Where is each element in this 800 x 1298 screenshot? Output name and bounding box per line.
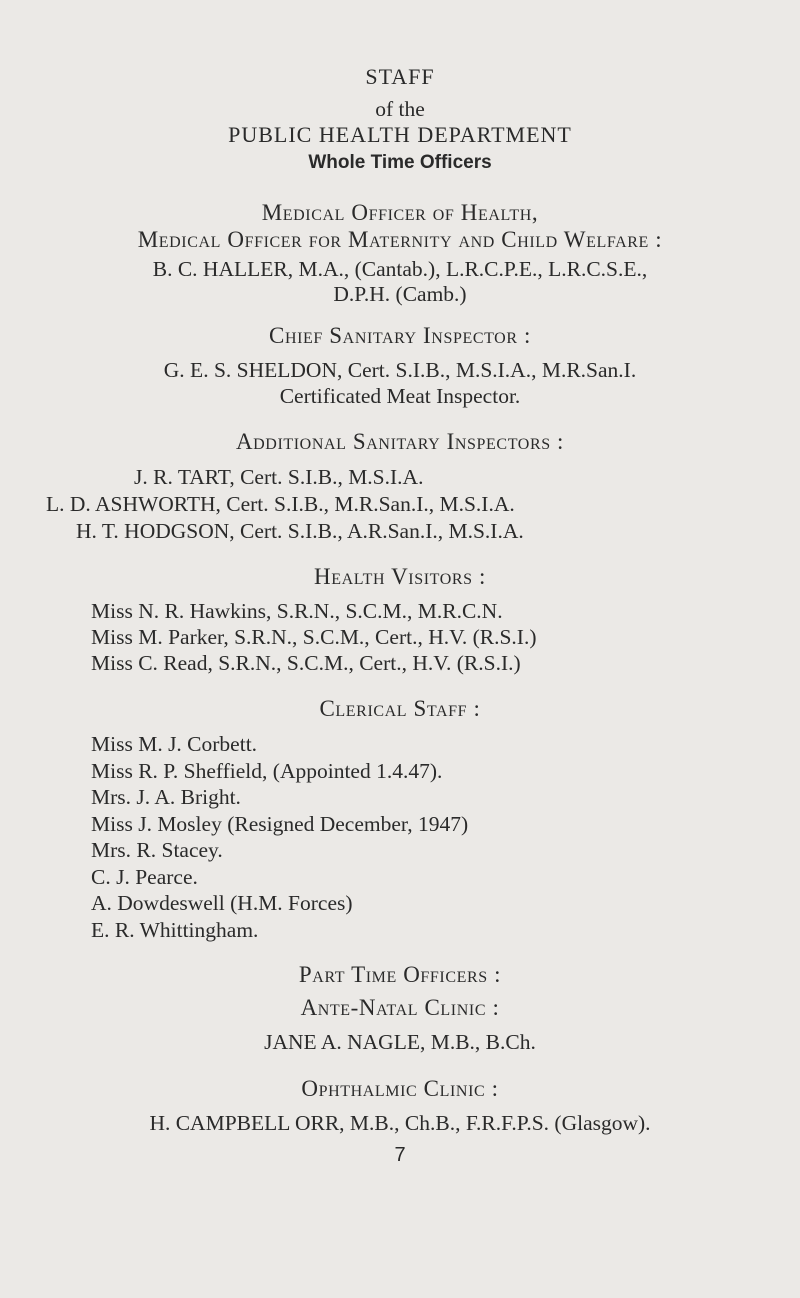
list-item: Miss J. Mosley (Resigned December, 1947) [91,812,469,836]
list-item: Mrs. R. Stacey. [91,838,223,862]
of-the-text: of the [375,97,425,121]
list-item: C. J. Pearce. [91,865,198,889]
antenatal-name: JANE A. NAGLE, M.B., B.Ch. [264,1030,536,1054]
chief-si-name: G. E. S. SHELDON, Cert. S.I.B., M.S.I.A., M.R.San.I. [163,358,637,382]
list-item: Miss N. R. Hawkins, S.R.N., S.C.M., M.R.C.N. [91,599,503,623]
chief-si-role: Chief Sanitary Inspector : [269,323,531,348]
list-item: E. R. Whittingham. [91,918,259,942]
list-item: L. D. ASHWORTH, Cert. S.I.B., M.R.San.I., M.S.I.A. [46,492,515,516]
moh-role-2: Medical Officer for Maternity and Child Welfare : [137,227,663,252]
department-title: PUBLIC HEALTH DEPARTMENT [228,122,572,147]
list-item: Miss M. J. Corbett. [91,732,258,756]
list-item: Miss C. Read, S.R.N., S.C.M., Cert., H.V. (R.S.I.) [91,651,521,675]
section-subtitle: Whole Time Officers [308,152,492,173]
additional-si-role: Additional Sanitary Inspectors : [235,429,565,454]
antenatal-role: Ante-Natal Clinic : [300,995,500,1020]
moh-role-1: Medical Officer of Health, [261,200,539,225]
health-visitors-role: Health Visitors : [313,564,487,589]
list-item: A. Dowdeswell (H.M. Forces) [91,891,353,915]
list-item: Mrs. J. A. Bright. [91,785,241,809]
moh-name-2: D.P.H. (Camb.) [333,282,467,306]
list-item: J. R. TART, Cert. S.I.B., M.S.I.A. [134,465,424,489]
list-item: Miss R. P. Sheffield, (Appointed 1.4.47). [91,759,443,783]
ophthalmic-name: H. CAMPBELL ORR, M.B., Ch.B., F.R.F.P.S. (Glasgow). [149,1111,651,1135]
list-item: H. T. HODGSON, Cert. S.I.B., A.R.San.I., M.S.I.A. [76,519,524,543]
part-time-heading: Part Time Officers : [298,962,502,987]
chief-si-note: Certificated Meat Inspector. [279,384,521,408]
ophthalmic-role: Ophthalmic Clinic : [301,1076,499,1101]
moh-name-1: B. C. HALLER, M.A., (Cantab.), L.R.C.P.E., L.R.C.S.E., [152,257,648,281]
page-number: 7 [394,1144,406,1166]
page-title: STAFF [365,64,435,89]
list-item: Miss M. Parker, S.R.N., S.C.M., Cert., H.V. (R.S.I.) [91,625,537,649]
clerical-role: Clerical Staff : [319,696,481,721]
